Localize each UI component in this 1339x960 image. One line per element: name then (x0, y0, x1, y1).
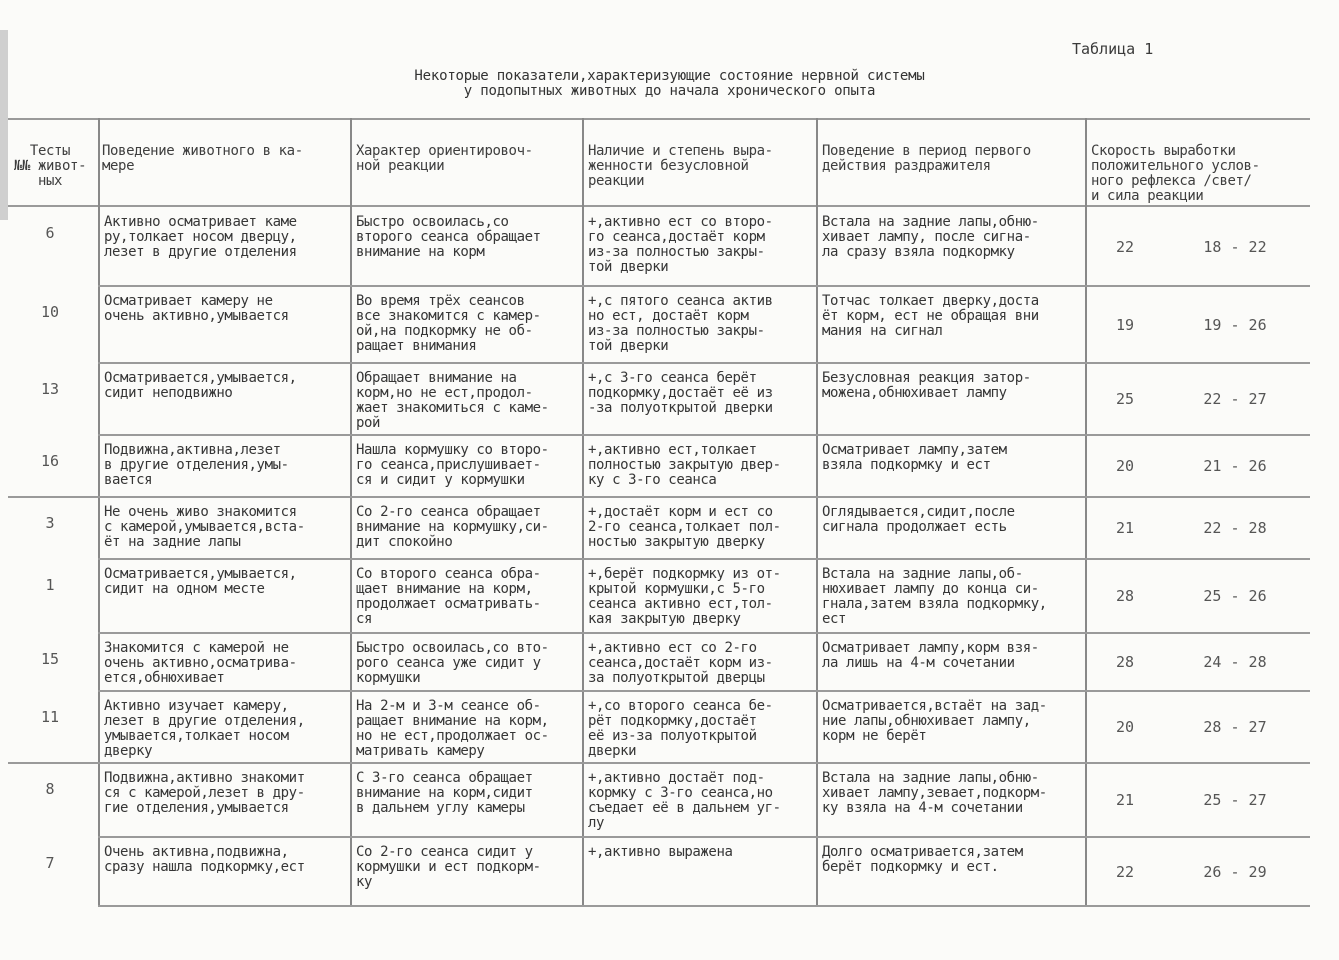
cell-uncond: +,с 3-го сеанса берёт подкормку,достаёт её из -за полуоткрытой дверки (588, 371, 773, 416)
cell-uncond: +,активно достаёт под- кормку с 3-го сеанса,но съедает её в дальнем уг- лу (588, 771, 781, 831)
header-col5: Поведение в период первого действия раздражителя (822, 143, 1031, 174)
header-col3: Характер ориентировоч- ной реакции (356, 143, 533, 174)
cell-orient: На 2-м и 3-м сеансе об- ращает внимание на корм, но не ест,продолжает ос- матривать камеру (356, 699, 549, 759)
table-label: Таблица 1 (1072, 40, 1154, 58)
row-animal-id: 10 (40, 303, 60, 321)
row-animal-id: 15 (40, 650, 60, 668)
cell-first: Встала на задние лапы,об- нюхивает лампу до конца си- гнала,затем взяла подкормку, ест (822, 567, 1047, 627)
table-title-line2: у подопытных животных до начала хронического опыта (463, 83, 876, 99)
cell-strength: 19 - 26 (1203, 315, 1267, 334)
cell-first: Тотчас толкает дверку,доста ёт корм, ест не обращая вни мания на сигнал (822, 294, 1039, 339)
row-animal-id: 8 (45, 780, 55, 798)
cell-strength: 25 - 27 (1203, 791, 1267, 809)
cell-behavior: Активно осматривает каме ру,толкает носом дверцу, лезет в другие отделения (104, 215, 297, 260)
cell-first: Оглядывается,сидит,после сигнала продолжает есть (822, 505, 1015, 535)
cell-orient: Нашла кормушку со второ- го сеанса,прислушивает- ся и сидит у кормушки (356, 443, 549, 488)
cell-orient: Во время трёх сеансов все знакомится с камер- ой,на подкормку не об- ращает внимания (356, 294, 541, 354)
cell-speed: 20 (1115, 718, 1135, 736)
header-col2: Поведение животного в ка- мере (102, 143, 303, 174)
row-animal-id: 11 (40, 708, 60, 726)
cell-speed: 25 (1115, 390, 1135, 408)
row-animal-id: 7 (45, 854, 55, 872)
header-bottom-rule (8, 205, 1310, 207)
cell-first: Осматривает лампу,затем взяла подкормку и ест (822, 443, 1007, 473)
cell-speed: 28 (1115, 653, 1135, 671)
cell-strength: 26 - 29 (1203, 862, 1267, 881)
cell-strength: 22 - 27 (1203, 390, 1267, 408)
column-divider (98, 118, 100, 905)
table-top-rule (8, 118, 1310, 120)
header-col1: Тесты №№ живот- ных (13, 143, 87, 189)
header-col6: Скорость выработки положительного услов- ного рефлекса /свет/ и сила реакции (1091, 143, 1260, 204)
table-title-line1: Некоторые показатели,характеризующие состояние нервной системы (414, 68, 925, 84)
cell-uncond: +,берёт подкормку из от- крытой кормушки,с 5-го сеанса активно ест,тол- кая закрытую дверку (588, 567, 781, 627)
cell-uncond: +,активно выражена (588, 845, 733, 860)
cell-orient: Со второго сеанса обра- щает внимание на корм, продолжает осматривать- ся (356, 567, 541, 627)
cell-behavior: Подвижна,активно знакомит ся с камерой,лезет в дру- гие отделения,умывается (104, 771, 305, 816)
cell-uncond: +,с пятого сеанса актив но ест, достаёт корм из-за полностью закры- той дверки (588, 294, 773, 354)
row-animal-id: 13 (40, 380, 60, 398)
cell-behavior: Осматривается,умывается, сидит неподвижно (104, 371, 297, 401)
cell-first: Долго осматривается,затем берёт подкормку и ест. (822, 845, 1023, 875)
cell-orient: Со 2-го сеанса обращает внимание на кормушку,си- дит спокойно (356, 505, 549, 550)
cell-behavior: Очень активна,подвижна, сразу нашла подкормку,ест (104, 845, 305, 875)
cell-strength: 18 - 22 (1203, 237, 1267, 256)
cell-speed: 20 (1115, 457, 1135, 475)
cell-strength: 22 - 28 (1203, 519, 1267, 537)
cell-orient: Быстро освоилась,со второго сеанса обращает внимание на корм (356, 215, 541, 260)
cell-first: Осматривается,встаёт на зад- ние лапы,обнюхивает лампу, корм не берёт (822, 699, 1047, 744)
row-animal-id: 16 (40, 452, 60, 470)
cell-strength: 24 - 28 (1203, 653, 1267, 671)
cell-speed: 21 (1115, 791, 1135, 809)
cell-uncond: +,активно ест,толкает полностью закрытую двер- ку с 3-го сеанса (588, 443, 781, 488)
cell-first: Осматривает лампу,корм взя- ла лишь на 4-м сочетании (822, 641, 1039, 671)
cell-speed: 22 (1115, 237, 1135, 256)
cell-first: Встала на задние лапы,обню- хивает лампу,зевает,подкорм- ку взяла на 4-м сочетании (822, 771, 1047, 816)
cell-orient: Со 2-го сеанса сидит у кормушки и ест подкорм- ку (356, 845, 541, 890)
row-animal-id: 1 (45, 576, 55, 594)
cell-behavior: Осматривается,умывается, сидит на одном месте (104, 567, 297, 597)
cell-strength: 28 - 27 (1203, 718, 1267, 736)
cell-strength: 25 - 26 (1203, 587, 1267, 605)
cell-speed: 21 (1115, 519, 1135, 537)
cell-behavior: Не очень живо знакомится с камерой,умывается,вста- ёт на задние лапы (104, 505, 305, 550)
cell-uncond: +,достаёт корм и ест со 2-го сеанса,толкает пол- ностью закрытую дверку (588, 505, 781, 550)
cell-first: Безусловная реакция затор- можена,обнюхивает лампу (822, 371, 1031, 401)
cell-uncond: +,активно ест со второ- го сеанса,достаёт корм из-за полностью закры- той дверки (588, 215, 773, 275)
cell-orient: Обращает внимание на корм,но не ест,продол- жает знакомиться с каме- рой (356, 371, 549, 431)
cell-uncond: +,со второго сеанса бе- рёт подкормку,достаёт её из-за полуоткрытой дверки (588, 699, 773, 759)
scan-edge (0, 30, 8, 220)
cell-orient: С 3-го сеанса обращает внимание на корм,сидит в дальнем углу камеры (356, 771, 533, 816)
cell-orient: Быстро освоилась,со вто- рого сеанса уже сидит у кормушки (356, 641, 549, 686)
cell-speed: 19 (1115, 315, 1135, 334)
cell-strength: 21 - 26 (1203, 457, 1267, 475)
cell-uncond: +,активно ест со 2-го сеанса,достаёт корм из- за полуоткрытой дверцы (588, 641, 773, 686)
header-col4: Наличие и степень выра- женности безусловной реакции (588, 143, 773, 189)
cell-speed: 28 (1115, 587, 1135, 605)
cell-behavior: Активно изучает камеру, лезет в другие отделения, умывается,толкает носом дверку (104, 699, 305, 759)
cell-speed: 22 (1115, 862, 1135, 881)
cell-behavior: Знакомится с камерой не очень активно,осматрива- ется,обнюхивает (104, 641, 297, 686)
cell-behavior: Осматривает камеру не очень активно,умывается (104, 294, 289, 324)
row-animal-id: 6 (45, 224, 55, 242)
row-animal-id: 3 (45, 514, 55, 532)
cell-first: Встала на задние лапы,обню- хивает лампу, после сигна- ла сразу взяла подкормку (822, 215, 1039, 260)
cell-behavior: Подвижна,активна,лезет в другие отделения,умы- вается (104, 443, 289, 488)
